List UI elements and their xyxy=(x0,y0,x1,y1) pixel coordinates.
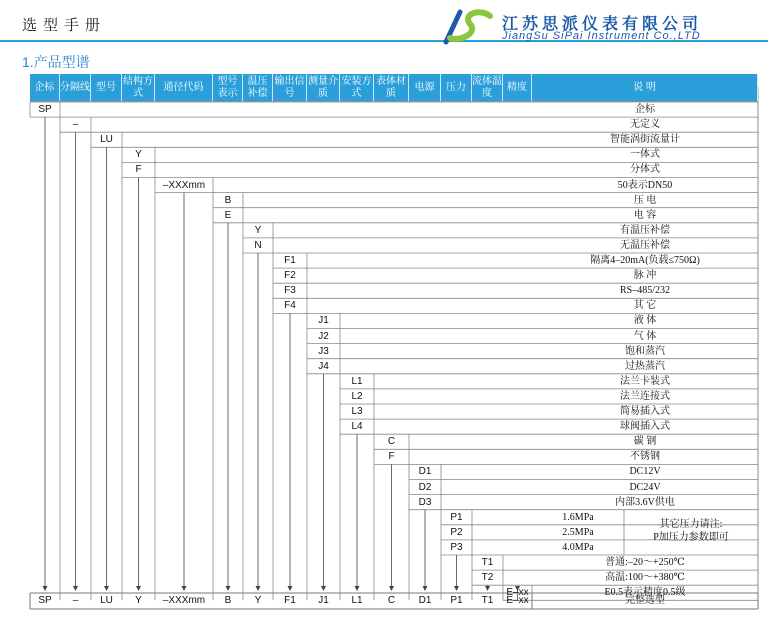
option-description: 球阀插入式 xyxy=(620,421,670,433)
company-name-cn: 江苏思派仪表有限公司 xyxy=(502,16,703,33)
option-description: 企标 xyxy=(635,104,655,115)
final-code: – xyxy=(72,595,79,606)
column-header: 精度 xyxy=(503,74,532,101)
option-description: RS–485/232 xyxy=(619,285,670,297)
option-code: D2 xyxy=(418,481,432,493)
column-header: 型号 xyxy=(91,74,122,101)
option-code: F xyxy=(135,164,142,176)
final-code: F1 xyxy=(284,595,296,606)
option-code: F2 xyxy=(284,270,296,282)
final-code: T1 xyxy=(481,595,494,606)
option-description: DC12V xyxy=(629,466,661,478)
option-code: E xyxy=(224,209,232,221)
company-name-en: JiangSu SiPai Instrument Co.,LTD xyxy=(502,30,701,42)
option-description: 无温压补偿 xyxy=(620,239,670,251)
column-header: 安装方式 xyxy=(340,74,374,101)
final-code: B xyxy=(224,595,232,606)
column-header: 分隔线 xyxy=(60,74,91,101)
option-code: L3 xyxy=(351,406,363,417)
option-code: J4 xyxy=(318,360,329,372)
option-description: 4.0MPa xyxy=(562,541,594,553)
column-header: 通径代码 xyxy=(155,74,213,101)
column-header: 结构方式 xyxy=(122,74,155,101)
option-code: LU xyxy=(100,134,113,146)
option-description: 简易插入式 xyxy=(620,406,670,417)
option-description: 高温:100～+380℃ xyxy=(605,572,685,584)
leader-arrow xyxy=(485,586,490,591)
option-description: 其 它 xyxy=(633,300,657,312)
column-header: 说 明 xyxy=(532,74,758,101)
leader-arrow xyxy=(104,586,109,591)
option-description: 不锈钢 xyxy=(630,451,660,463)
option-description: 一体式 xyxy=(630,149,660,161)
option-code: E–xx xyxy=(506,587,529,599)
final-label: 完整选型 xyxy=(625,595,665,606)
column-header: 表体材质 xyxy=(374,74,409,101)
option-description: 无定义 xyxy=(630,119,660,131)
column-header: 型号表示 xyxy=(213,74,243,101)
leader-arrow xyxy=(182,586,187,591)
option-description: 分体式 xyxy=(630,164,660,176)
option-description: E0.5表示精度0.5级 xyxy=(604,587,686,599)
option-code: B xyxy=(224,194,232,206)
option-code: L2 xyxy=(351,390,363,402)
column-header: 电源 xyxy=(409,74,441,101)
final-code: LU xyxy=(100,595,113,606)
leader-arrow xyxy=(43,586,48,591)
option-code: T1 xyxy=(481,557,494,568)
final-code: Y xyxy=(254,595,262,606)
option-description: 1.6MPa xyxy=(562,511,594,523)
option-code: F1 xyxy=(284,255,296,266)
option-code: L4 xyxy=(351,421,363,433)
leader-arrow xyxy=(321,586,326,591)
final-code: E–xx xyxy=(506,595,529,606)
option-description: 2.5MPa xyxy=(562,526,594,538)
column-header: 企标 xyxy=(30,74,60,101)
option-code: J2 xyxy=(318,330,329,342)
leader-arrow xyxy=(454,586,459,591)
option-description: 法兰连接式 xyxy=(620,390,670,402)
option-description: 碳 钢 xyxy=(633,436,657,448)
final-code: Y xyxy=(135,595,142,606)
final-code: –XXXmm xyxy=(162,595,206,606)
leader-arrow xyxy=(423,586,428,591)
option-description: 脉 冲 xyxy=(633,270,657,282)
final-code: C xyxy=(387,595,396,606)
option-code: J3 xyxy=(318,345,329,357)
option-code: N xyxy=(254,239,262,251)
final-code: J1 xyxy=(318,595,329,606)
leader-arrow xyxy=(256,586,261,591)
option-code: SP xyxy=(38,104,52,115)
column-header: 输出信号 xyxy=(273,74,307,101)
pressure-note xyxy=(624,518,758,548)
column-header: 温压补偿 xyxy=(243,74,273,101)
section-title: 1.产品型谱 xyxy=(22,54,90,70)
final-code: L1 xyxy=(351,595,363,606)
option-description: 过热蒸汽 xyxy=(625,360,665,372)
final-code: SP xyxy=(38,595,52,606)
pressure-note-line: P加压力参数即可 xyxy=(653,531,729,543)
option-code: L1 xyxy=(351,375,363,387)
option-code: F xyxy=(388,451,395,463)
option-code: D1 xyxy=(418,466,432,478)
option-description: 隔离4–20mA(负载≤750Ω) xyxy=(590,255,700,266)
leader-arrow xyxy=(136,586,141,591)
final-code: D1 xyxy=(418,595,432,606)
option-code: F3 xyxy=(284,285,296,297)
column-header: 压力 xyxy=(441,74,472,101)
option-description: 普通:–20～+250℃ xyxy=(605,557,685,568)
final-code: P1 xyxy=(450,595,463,606)
option-code: F4 xyxy=(284,300,296,312)
pressure-note-line: 其它压力请注: xyxy=(659,518,723,530)
option-code: P3 xyxy=(450,541,463,553)
option-code: –XXXmm xyxy=(162,179,206,191)
option-description: 智能涡街流量计 xyxy=(610,134,680,146)
leader-arrow xyxy=(226,586,231,591)
option-description: 50表示DN50 xyxy=(617,179,673,191)
leader-arrow xyxy=(355,586,360,591)
option-description: 法兰卡装式 xyxy=(620,375,670,387)
option-description: DC24V xyxy=(629,481,661,493)
option-description: 气 体 xyxy=(633,330,657,342)
option-code: Y xyxy=(254,224,262,236)
option-description: 有温压补偿 xyxy=(620,224,670,236)
leader-arrow xyxy=(73,586,78,591)
option-code: P1 xyxy=(450,511,463,523)
column-header: 流体温度 xyxy=(472,74,503,101)
leader-arrow xyxy=(288,586,293,591)
option-description: 液 体 xyxy=(633,315,657,327)
leader-arrow xyxy=(389,586,394,591)
option-code: D3 xyxy=(418,496,432,508)
option-description: 内部3.6V供电 xyxy=(615,496,675,508)
option-code: T2 xyxy=(481,572,494,584)
manual-title: 选型手册 xyxy=(22,17,107,34)
column-header: 测量介质 xyxy=(307,74,340,101)
option-description: 饱和蒸汽 xyxy=(625,345,665,357)
option-description: 电 容 xyxy=(633,209,657,221)
option-code: J1 xyxy=(318,315,329,327)
option-code: Y xyxy=(135,149,142,161)
option-code: P2 xyxy=(450,526,463,538)
option-description: 压 电 xyxy=(633,194,657,206)
option-code: – xyxy=(72,119,79,131)
option-code: C xyxy=(387,436,396,448)
